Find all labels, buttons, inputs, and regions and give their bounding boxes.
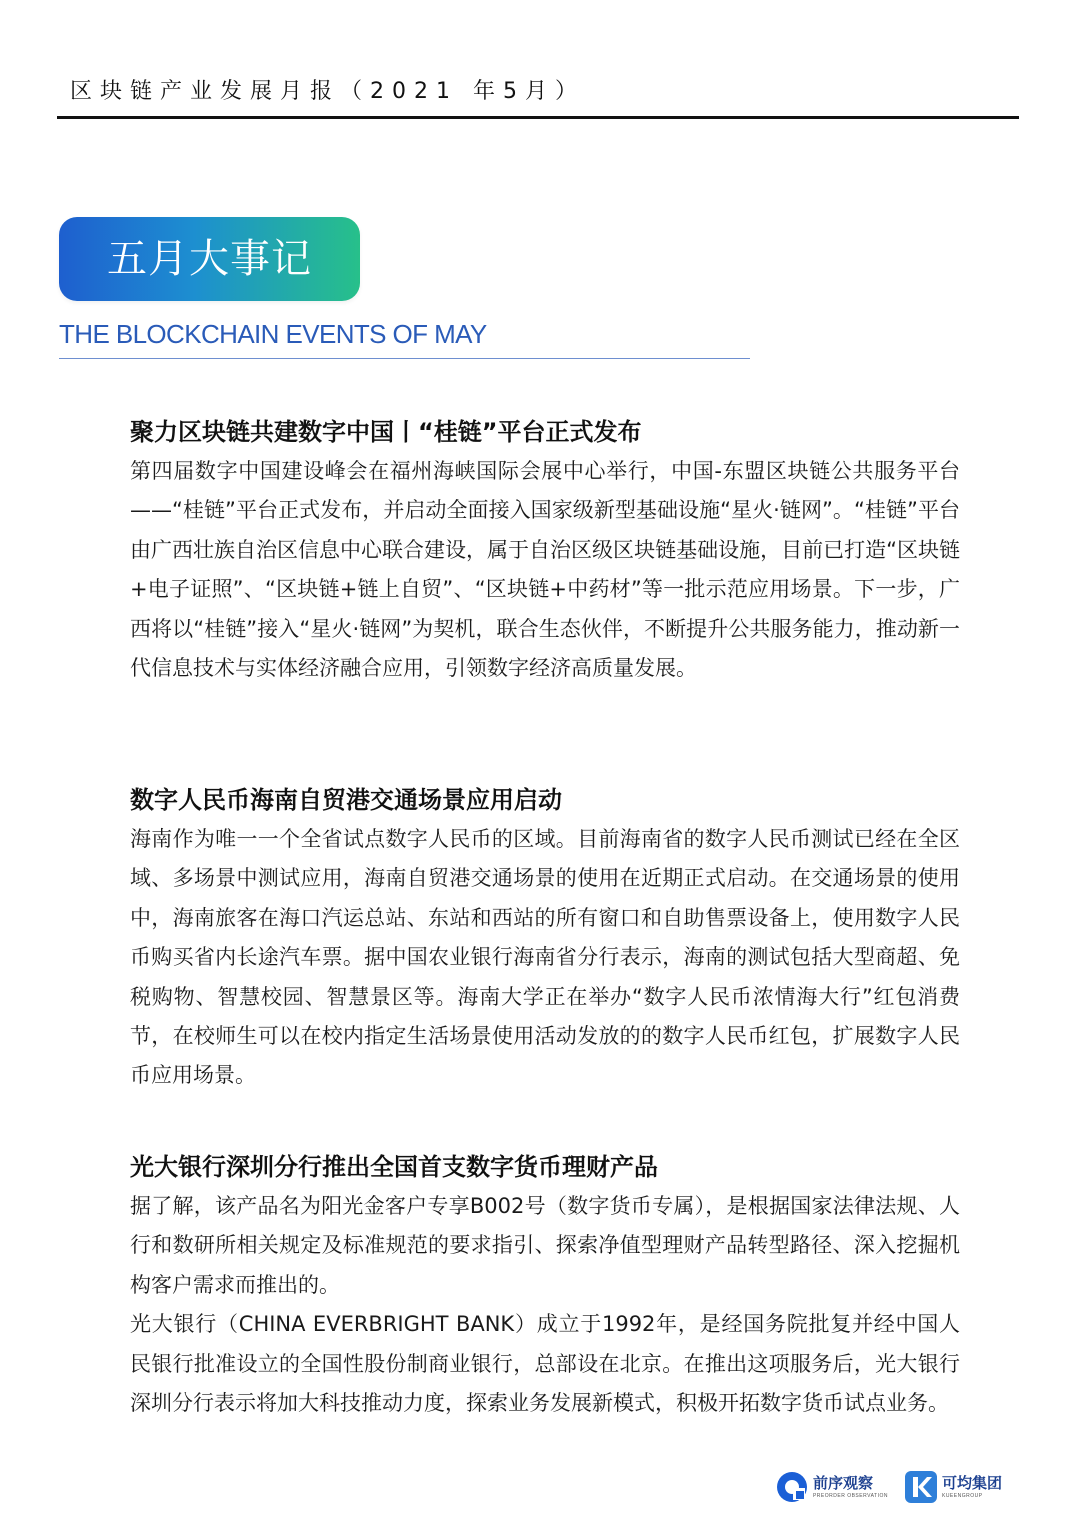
section-badge — [59, 217, 360, 301]
kueen-logo-icon — [904, 1470, 938, 1504]
article-title: 聚力区块链共建数字中国丨“桂链”平台正式发布 — [130, 418, 642, 446]
footer-logos — [775, 1465, 1002, 1509]
logo-kueen-group — [904, 1470, 1002, 1504]
article-body: 据了解，该产品名为阳光金客户专享B002号（数字货币专属），是根据国家法律法规、人行和数研所相关规定及标准规范的要求指引、探索净值型理财产品转型路径、深入挖掘机构客户需求而推出的。 — [130, 1194, 960, 1297]
kueen-logo-sub: KUEENGROUP — [941, 1492, 983, 1499]
section-divider — [59, 358, 750, 359]
section-subtitle: THE BLOCKCHAIN EVENTS OF MAY — [59, 319, 487, 349]
article-body-continued: 光大银行（CHINA EVERBRIGHT BANK）成立于1992年，是经国务院批复并经中国人民银行批准设立的全国性股份制商业银行，总部设在北京。在推出这项服务后，光大银行深圳分行表示将加大科技推动力度，探索业务发展新模式，积极开拓数字货币试点业务。 — [130, 1312, 960, 1416]
article-title: 光大银行深圳分行推出全国首支数字货币理财产品 — [130, 1153, 658, 1181]
article-ecny-hainan — [130, 780, 960, 1096]
article-guilian — [130, 412, 960, 688]
article-everbright — [130, 1147, 960, 1423]
preorder-logo-name: 前序观察 — [812, 1473, 873, 1492]
preorder-logo-sub: PREORDER OBSERVATION — [812, 1492, 888, 1499]
section-badge-label: 五月大事记 — [107, 236, 312, 282]
article-body: 海南作为唯一一个全省试点数字人民币的区域。目前海南省的数字人民币测试已经在全区域、多场景中测试应用，海南自贸港交通场景的使用在近期正式启动。在交通场景的使用中，海南旅客在海口汽运总站、东站和西站的所有窗口和自助售票设备上，使用数字人民币购买省内长途汽车票。据中国农业银行海南省分行表示，海南的测试包括大型商超、免税购物、智慧校园、智慧景区等。海南大学正在举办“数字人民币浓情海大行”红包消费节，在校师生可以在校内指定生活场景使用活动发放的的数字人民币红包，扩展数字人民币应用场景。 — [130, 827, 960, 1088]
report-header-title: 区块链产业发展月报（2021 年5月） — [70, 79, 585, 104]
article-body: 第四届数字中国建设峰会在福州海峡国际会展中心举行，中国-东盟区块链公共服务平台——“桂链”平台正式发布，并启动全面接入国家级新型基础设施“星火·链网”。“桂链”平台由广西壮族自治区信息中心联合建设，属于自治区级区块链基础设施，目前已打造“区块链+电子证照”、“区块链+链上自贸”、“区块链+中药材”等一批示范应用场景。下一步，广西将以“桂链”接入“星火·链网”为契机，联合生态伙伴，不断提升公共服务能力，推动新一代信息技术与实体经济融合应用，引领数字经济高质量发展。 — [130, 459, 960, 681]
preorder-logo-icon — [775, 1470, 809, 1504]
header-divider — [57, 116, 1019, 119]
article-title: 数字人民币海南自贸港交通场景应用启动 — [130, 786, 562, 814]
logo-preorder-observation — [775, 1470, 888, 1504]
kueen-logo-name: 可均集团 — [941, 1473, 1002, 1492]
